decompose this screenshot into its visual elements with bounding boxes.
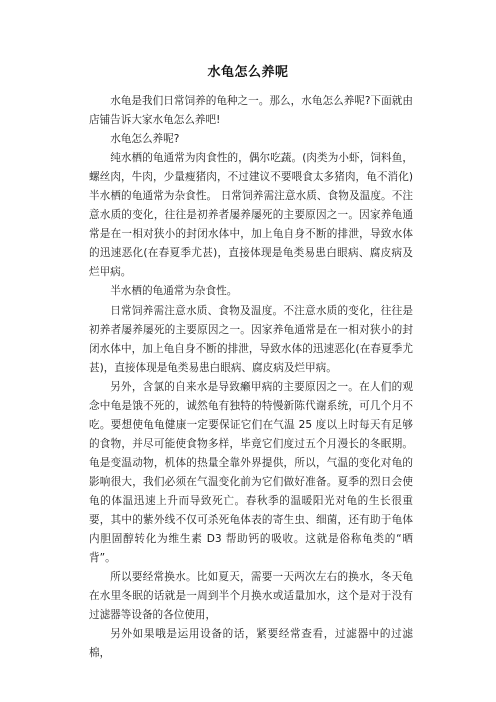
document-body (89, 92, 413, 663)
paragraph-diet: 纯水栖的龟通常为肉食性的，偶尔吃蔬。(肉类为小虾，饲料鱼，螺丝肉，牛肉，少量瘦猪肉，不过建议不要喂食太多猪肉，龟不消化)半水栖的龟通常为杂食性。 日常饲养需注意水质、食物及温度。不注意水质的变化，往往是初养者屡养屡死的主要原因之一。因家养龟通常是在一相对狭小的封闭水体中，加上龟自身不断的排泄，导致水体的迅速恶化(在春夏季尤甚)，直接体现是龟类易患白眼病、腐皮病及烂甲病。 (89, 152, 413, 279)
paragraph-water-quality: 日常饲养需注意水质、食物及温度。不注意水质的变化，往往是初养者屡养屡死的主要原因之一。因家养龟通常是在一相对狭小的封闭水体中，加上龟自身不断的排泄，导致水体的迅速恶化(在春夏季尤甚)，直接体现是龟类易患白眼病、腐皮病及烂甲病。 (89, 304, 413, 374)
paragraph-semi-aquatic: 半水栖的龟通常为杂食性。 (110, 285, 238, 298)
paragraph-chlorine-temperature: 另外，含氯的自来水是导致癞甲病的主要原因之一。在人们的观念中龟是饿不死的，诚然龟有独特的特慢新陈代谢系统，可几个月不吃。要想使龟龟健康一定要保证它们在气温 25 度以上时每天有足够的食物，并尽可能使食物多样，毕竟它们度过五个月漫长的冬眠期。龟是变温动物，机体的热量全靠外界提供，所以，气温的变化对龟的影响很大，我们必须在气温变化前为它们做好准备。夏季的烈日会使龟的体温迅速上升而导致死亡。春秋季的温暖阳光对龟的生长很重要，其中的紫外线不仅可杀死龟体表的寄生虫、细菌，还有助于龟体内胆固醇转化为维生素 D3 帮助钙的吸收。这就是俗称龟类的“晒背”。 (89, 380, 413, 565)
paragraph-question: 水龟怎么养呢? (110, 133, 180, 146)
paragraph-equipment: 另外如果哦是运用设备的话，紧要经常查看，过滤器中的过滤棉， (89, 628, 413, 660)
paragraph-intro: 水龟是我们日常饲养的龟种之一。那么，水龟怎么养呢?下面就由店铺告诉大家水龟怎么养吧! (89, 95, 413, 127)
document-title: 水龟怎么养呢 (207, 65, 289, 80)
paragraph-water-change: 所以要经常换水。比如夏天，需要一天两次左右的换水，冬天龟在水里冬眠的话就是一周到半个月换水或适量加水，这个是对于没有过滤器等设备的各位使用， (89, 571, 413, 622)
